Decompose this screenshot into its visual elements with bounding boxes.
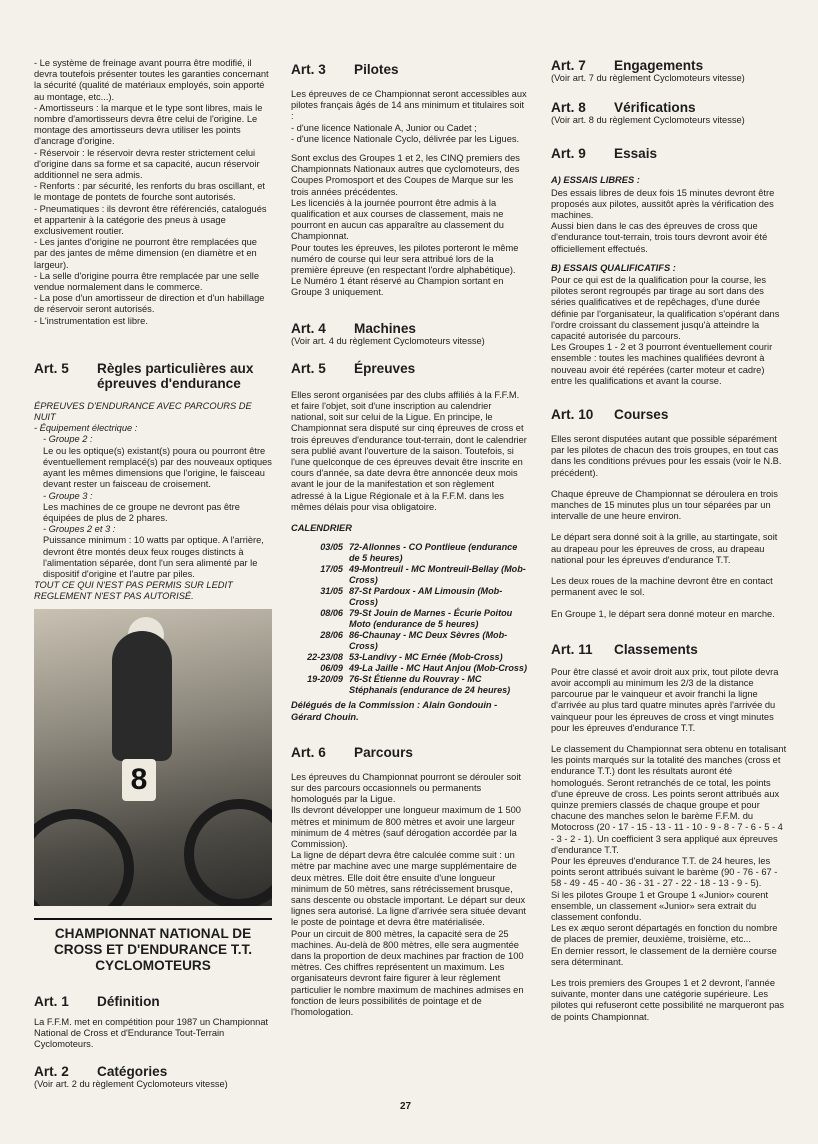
paragraph: Elles seront disputées autant que possible séparément par les pilotes de chacun des trois groupes, en tout cas dans les conditions prévues pour les essais (voir le N.B. précédent). [551, 434, 782, 478]
article-number: Art. 11 [551, 641, 593, 657]
note: TOUT CE QUI N'EST PAS PERMIS SUR LEDIT REGLEMENT N'EST PAS AUTORISÉ. [34, 580, 233, 602]
article-title: Classements [614, 641, 698, 657]
calendar-row [291, 674, 528, 696]
paragraph: Pour un circuit de 800 mètres, la capacité sera de 25 machines. Au-delà de 800 mètres, elle sera augmentée dans la proportion de deux machines par fraction de 100 mètres. Ces chiffres représentent un maximum. Les organisateurs devront faire figurer à leur règlement particulier le nombre maximum de machines admises en fonction de leurs possibilités de pointage et de l'homologation. [291, 928, 524, 1017]
reference: (Voir art. 2 du règlement Cyclomoteurs vitesse) [34, 1079, 228, 1090]
article-title: Machines [354, 320, 416, 336]
number-plate: 8 [122, 759, 156, 801]
article-title: Épreuves [354, 360, 416, 376]
calendar-event: 53-Landivy - MC Ernée (Mob-Cross) [349, 652, 503, 663]
article-title: Pilotes [354, 62, 399, 77]
list-heading: - Groupe 3 : [43, 490, 93, 501]
motocross-photo [34, 609, 272, 906]
calendar-event: 76-St Étienne du Rouvray - MC Stéphanais (endurance de 24 heures) [349, 674, 511, 696]
rule-item: - Le système de freinage avant pourra être modifié, il devra toutefois présenter toutes les garanties concernant la sécurité (qualité de matériaux employés, soin apporté au montage, etc...). [34, 58, 269, 102]
article-number: Art. 5 [291, 360, 326, 376]
list-heading: - Équipement électrique : [34, 423, 138, 434]
paragraph: Les licenciés à la journée pourront être admis à la qualification et aux courses de classement, mais ne pourront en aucun cas apparaître au classement du Championnat. [291, 197, 504, 242]
rule-item: - Pneumatiques : ils devront être référenciés, catalogués et appartenir à la catégorie des pneus à usage exclusivement routier. [34, 203, 267, 237]
calendar-date: 06/09 [320, 663, 343, 674]
rule-item: - Renforts : par sécurité, les renforts du bras oscillant, et le montage de pontets de fourche sont autorisés. [34, 181, 265, 203]
paragraph: Pour les épreuves d'endurance T.T. de 24 heures, les points seront attribués suivant le barème (90 - 76 - 67 - 58 - 49 - 45 - 40 - 36 - 31 - 27 - 22 - 18 - 13 - 9 - 5). [551, 855, 778, 889]
rule-item: - La pose d'un amortisseur de direction et d'un habillage de réservoir seront autorisés. [34, 293, 265, 315]
paragraph: En Groupe 1, le départ sera donné moteur en marche. [551, 608, 775, 619]
list-item: - d'une licence Nationale Cyclo, délivrée par les Ligues. [291, 133, 520, 144]
rule-item: - Réservoir : le réservoir devra rester strictement celui d'origine dans sa forme et sa capacité, aucun réservoir additionnel ne sera admis. [34, 147, 260, 181]
paragraph: Elles seront organisées par des clubs affiliés à la F.F.M. et faire l'objet, soit d'une inscription au calendrier national, soit sur celui de la Ligue. En principe, le Championnat sera disputé sur cinq épreuves de cross et trois épreuves d'endurance tout-terrain, dont le calendrier sera publié avant l'ouverture de la saison. Toutefois, si l'une quelconque de ces épreuves devait être inscrite en cours d'année, sa date devra être annoncée deux mois avant le jour de la manifestation et son règlement adressé à la Ligue Régionale et à la F.F.M. dans les mêmes délais pour visa obligatoire. [291, 389, 527, 512]
paragraph: Le ou les optique(s) existant(s) poura ou pourront être éventuellement remplacé(s) par des nouveaux optiques ayant les mêmes dimensions que l'origine, le faisceau devant rester un faisceau de croisement. [43, 445, 272, 490]
calendar-date: 17/05 [320, 564, 343, 575]
paragraph: Les trois premiers des Groupes 1 et 2 devront, l'année suivante, monter dans une catégorie supérieure. Les pilotes qui refuseront cette possibilité ne marqueront pas de points Championnat. [551, 977, 785, 1022]
calendar-row [291, 663, 528, 674]
reference: (Voir art. 7 du règlement Cyclomoteurs vitesse) [551, 73, 745, 83]
article-7-heading [551, 58, 787, 73]
rule-item: - L'instrumentation est libre. [34, 315, 148, 326]
article-title: Parcours [354, 744, 413, 760]
article-title: Vérifications [614, 100, 696, 116]
rule-item: - La selle d'origine pourra être remplacée par une selle vendue normalement dans le commerce. [34, 270, 260, 293]
calendar-event: 87-St Pardoux - AM Limousin (Mob-Cross) [349, 586, 503, 608]
reference: (Voir art. 8 du règlement Cyclomoteurs vitesse) [551, 115, 745, 126]
column-1 [34, 58, 272, 1100]
rider-shape [112, 631, 172, 761]
list-heading: - Groupes 2 et 3 : [43, 524, 116, 535]
calendar-row [291, 564, 528, 586]
paragraph: Sont exclus des Groupes 1 et 2, les CINQ premiers des Championnats Nationaux autres que cyclomoteurs, des Coupes Promosport et des Coupes de Marque sur les trois années précédentes. [291, 153, 520, 197]
calendar-row [291, 630, 528, 652]
article-title: Catégories [97, 1064, 168, 1080]
calendar-event: 72-Allonnes - CO Pontlieue (endurance de 5 heures) [349, 542, 518, 564]
article-title: Règles particulières aux épreuves d'endurance [97, 360, 254, 391]
front-wheel [34, 809, 134, 906]
section-subtitle: A) ESSAIS LIBRES : [551, 175, 640, 186]
calendar-row [291, 652, 528, 663]
paragraph: Les épreuves du Championnat pourront se dérouler soit sur des parcours occasionnels ou permanents homologués par la Ligue. [291, 771, 521, 805]
paragraph: Des essais libres de deux fois 15 minutes devront être proposés aux pilotes, aussitôt après la vérification des machines. [551, 187, 775, 221]
calendar-row [291, 542, 528, 564]
calendar-date: 19-20/09 [307, 674, 343, 685]
paragraph: Chaque épreuve de Championnat se déroulera en trois manches de 15 minutes plus un tour séparées par un intervalle de une heure environ. [551, 488, 778, 522]
paragraph: Pour ce qui est de la qualification pour la course, les pilotes seront regroupés par tirage au sort dans des séries qualificatives et de repêchages, d'une durée définie par l'organisateur, la qualification s'opérant dans l'ordre croissant du classement jusqu'à atteindre la capacité autorisée du parcours. [551, 275, 780, 342]
article-number: Art. 5 [34, 360, 69, 376]
paragraph: Aussi bien dans le cas des épreuves de cross que d'endurance tout-terrain, trois tours devront avoir été officiellement effectués. [551, 221, 768, 254]
article-number: Art. 6 [291, 744, 326, 760]
article-2-heading [34, 1064, 272, 1079]
rule-item: - Amortisseurs : la marque et le type sont libres, mais le nombre d'amortisseurs devra être celui de l'origine. Le montage des amortisseurs devra utiliser les points d'ancrage d'origine. [34, 102, 263, 147]
article-5b-heading [291, 361, 528, 376]
paragraph: Puissance minimum : 10 watts par optique. A l'arrière, devront être montés deux feux rouges distincts à l'alimentation séparée, dont l'un sera alimenté par le dispositif d'origine et l'autre par piles. [43, 535, 264, 579]
article-6-heading [291, 745, 528, 760]
calendar-event: 49-Montreuil - MC Montreuil-Bellay (Mob-Cross) [349, 564, 526, 586]
calendar-event: 79-St Jouin de Marnes - Écurie Poitou Moto (endurance de 5 heures) [349, 608, 513, 630]
rear-wheel [184, 799, 272, 906]
calendar-row [291, 586, 528, 608]
calendar-date: 08/06 [320, 608, 343, 619]
article-number: Art. 7 [551, 58, 586, 73]
rule-item: - Les jantes d'origine ne pourront être remplacées que par des jantes de même dimension (en diamètre et en largeur). [34, 237, 257, 270]
article-11-heading [551, 642, 787, 657]
article-4-heading [291, 321, 528, 336]
calendar-event: 86-Chaunay - MC Deux Sèvres (Mob-Cross) [349, 630, 508, 652]
article-title: Essais [614, 146, 658, 162]
section-subtitle: ÉPREUVES D'ENDURANCE AVEC PARCOURS DE NUIT [34, 400, 252, 423]
article-5-heading [34, 361, 272, 391]
paragraph: Si les pilotes Groupe 1 et Groupe 1 «Junior» courent ensemble, un classement «Junior» sera extrait du classement confondu. [551, 889, 769, 922]
delegates: Délégués de la Commission : Alain Gondouin - Gérard Chouin. [291, 700, 498, 722]
paragraph: Les machines de ce groupe ne devront pas être équipées de plus de 2 phares. [43, 501, 240, 523]
reference: (Voir art. 4 du règlement Cyclomoteurs vitesse) [291, 335, 485, 346]
column-2 [291, 58, 528, 1018]
article-number: Art. 3 [291, 62, 326, 77]
calendar-date: 03/05 [320, 542, 343, 553]
paragraph: Ils devront développer une longueur maximum de 1 500 mètres et minimum de 800 mètres et avoir une largeur minimum de 4 mètres (sauf dérogation accordée par la Commission). [291, 805, 521, 849]
article-10-heading [551, 407, 787, 422]
paragraph: Les deux roues de la machine devront être en contact permanent avec le sol. [551, 576, 773, 598]
calendar-list [291, 542, 528, 696]
paragraph: La F.F.M. met en compétition pour 1987 un Championnat National de Cross et d'Endurance Tout-Terrain Cyclomoteurs. [34, 1016, 269, 1049]
calendar-title: CALENDRIER [291, 523, 352, 534]
paragraph: En dernier ressort, le classement de la dernière course sera déterminant. [551, 945, 777, 967]
page-number: 27 [400, 1101, 412, 1112]
article-8-heading [551, 100, 787, 115]
article-number: Art. 9 [551, 146, 586, 162]
calendar-event: 49-La Jaille - MC Haut Anjou (Mob-Cross) [349, 663, 528, 674]
paragraph: Le départ sera donné soit à la grille, au startingate, soit au drapeau pour les épreuves de cross, au drapeau national pour les épreuves d'endurance T.T. [551, 532, 778, 565]
paragraph: La ligne de départ devra être calculée comme suit : un mètre par machine avec une marge supplémentaire de deux mètres. Elle doit être ensuite d'une longueur minimum de 50 mètres, sans rétrécissement brusque, sans descente ou obstacle important. Le départ sur deux lignes sera autorisé. La ligne d'arrivée sera située devant le poste de pointage et devra être matérialisée. [291, 850, 526, 928]
article-number: Art. 4 [291, 320, 326, 336]
paragraph: Pour être classé et avoir droit aux prix, tout pilote devra avoir accompli au minimum les 2/3 de la distance parcourue par le vainqueur et avoir franchi la ligne d'arrivée au plus tard quatre minutes après l'arrivée du vainqueur pour les épreuves de cross et vingt minutes pour les épreuves d'endurance T.T. [551, 666, 779, 733]
section-subtitle: B) ESSAIS QUALIFICATIFS : [551, 262, 676, 273]
paragraph: Les Groupes 1 - 2 et 3 pourront éventuellement courir ensemble : toutes les machines qualifiées devront à nouveau avoir été repérées (carter moteur et cadre) entre les qualifications et avant la course. [551, 342, 773, 386]
article-3-heading [291, 62, 528, 77]
article-title: Définition [97, 993, 160, 1009]
calendar-date: 22-23/08 [307, 652, 343, 663]
article-1-heading [34, 994, 272, 1009]
article-9-heading [551, 146, 787, 161]
championship-title: CHAMPIONNAT NATIONAL DE CROSS ET D'ENDURANCE T.T. CYCLOMOTEURS [34, 918, 272, 974]
article-title: Courses [614, 407, 669, 423]
calendar-row [291, 608, 528, 630]
list-heading: - Groupe 2 : [43, 434, 93, 445]
paragraph: Les ex æquo seront départagés en fonction du nombre de places de premier, deuxième, troisième, etc... [551, 923, 778, 945]
article-number: Art. 8 [551, 100, 586, 116]
list-item: - d'une licence Nationale A, Junior ou Cadet ; [291, 122, 477, 133]
paragraph: Le classement du Championnat sera obtenu en totalisant les points marqués sur la totalité des manches (cross et endurance T.T.) dont les résultats auront été homologués. Seront retranchés de ce total, les points d'une épreuve de cross. Les points seront attribués aux quinze premiers classés de chaque groupe et pour chacune des manches selon le barème F.F.M. du Motocross (20 - 17 - 15 - 13 - 11 - 10 - 9 - 8 - 7 - 6 - 5 - 4 - 3 - 2 - 1). Un coefficient 3 sera appliqué aux épreuves d'endurance T.T. [551, 743, 787, 855]
paragraph: Le Numéro 1 étant réservé au Champion sortant en Groupe 3 uniquement. [291, 276, 504, 298]
article-title: Engagements [614, 58, 704, 73]
calendar-date: 31/05 [320, 586, 343, 597]
paragraph: Les épreuves de ce Championnat seront accessibles aux pilotes français âgés de 14 ans minimum et titulaires soit : [291, 89, 527, 122]
article-number: Art. 1 [34, 993, 69, 1009]
calendar-date: 28/06 [320, 630, 343, 641]
column-3 [551, 58, 787, 1029]
paragraph: Pour toutes les épreuves, les pilotes porteront le même numéro de course qui leur sera attribué lors de la première épreuve (en respectant l'ordre alphabétique). [291, 242, 519, 276]
article-number: Art. 10 [551, 407, 594, 423]
article-number: Art. 2 [34, 1064, 69, 1080]
